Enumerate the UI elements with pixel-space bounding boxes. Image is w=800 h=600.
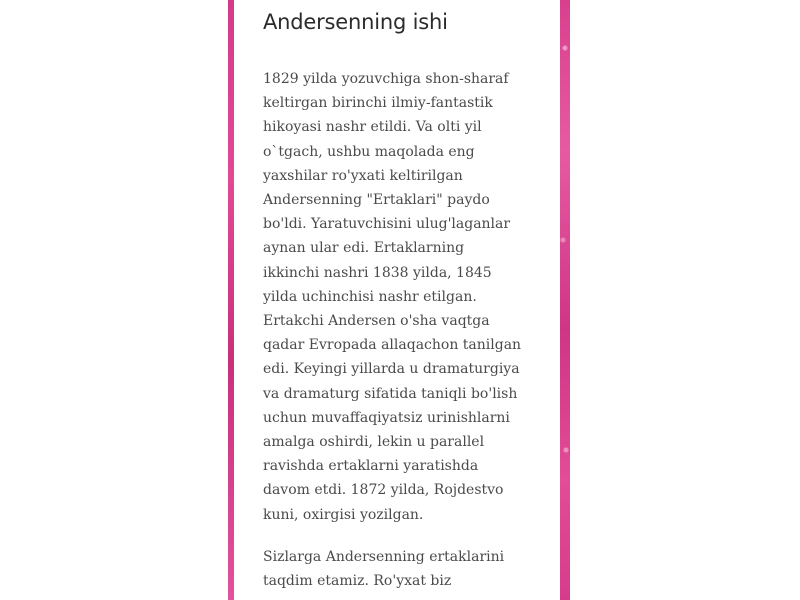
article-paragraph-2 <box>263 545 553 593</box>
text-line: davom etdi. 1872 yilda, Rojdestvo <box>263 482 504 499</box>
article-paragraph-1 <box>263 67 553 527</box>
text-line: qadar Evropada allaqachon tanilgan <box>263 337 522 354</box>
text-line: keltirgan birinchi ilmiy-fantastik <box>263 95 493 112</box>
text-line: hikoyasi nashr etildi. Va olti yil <box>263 119 482 136</box>
text-line: uchun muvaffaqiyatsiz urinishlarni <box>263 409 510 426</box>
text-line: bo'ldi. Yaratuvchisini ulug'laganlar <box>263 216 511 233</box>
text-line: 1829 yilda yozuvchiga shon-sharaf <box>263 71 509 87</box>
text-line: ikkinchi nashri 1838 yilda, 1845 <box>263 264 492 281</box>
text-line: kuni, oxirgisi yozilgan. <box>263 506 424 523</box>
article-title: Andersenning ishi <box>263 10 448 34</box>
text-line: amalga oshirdi, lekin u parallel <box>263 434 485 451</box>
text-line: Andersenning "Ertaklari" paydo <box>263 192 490 209</box>
text-line: taqdim etamiz. Ro'yxat biz <box>263 573 452 590</box>
text-line: va dramaturg sifatida taniqli bo'lish <box>263 385 518 402</box>
decorative-right-border <box>560 0 570 600</box>
text-line: yaxshilar ro'yxati keltirilgan <box>263 167 463 184</box>
text-line: edi. Keyingi yillarda u dramaturgiya <box>263 361 520 378</box>
text-line: Sizlarga Andersenning ertaklarini <box>263 549 505 565</box>
text-line: ravishda ertaklarni yaratishda <box>263 458 479 475</box>
text-line: aynan ular edi. Ertaklarning <box>263 240 465 257</box>
text-line: yilda uchinchisi nashr etilgan. <box>263 288 477 305</box>
text-line: Ertakchi Andersen o'sha vaqtga <box>263 313 490 330</box>
article-content[interactable] <box>234 0 560 600</box>
text-line: o`tgach, ushbu maqolada eng <box>263 143 475 160</box>
